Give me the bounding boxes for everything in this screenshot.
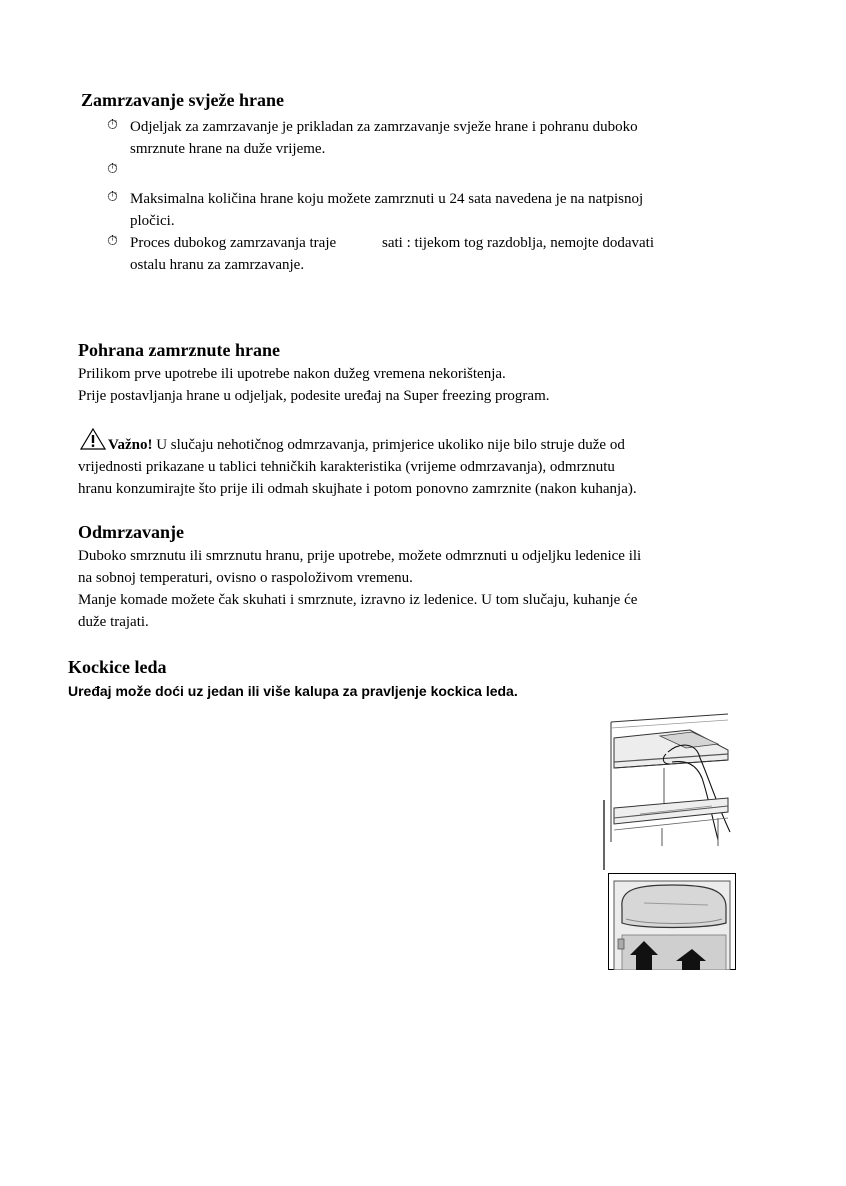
defrost-line-2: na sobnoj temperaturi, ovisno o raspoloživom vremenu. [78,570,413,586]
heading-freezing-fresh-food: Zamrzavanje svježe hrane [81,90,284,110]
warning-line-1 [108,434,625,456]
freezer-lid-illustration [608,873,736,970]
defrost-line-1: Duboko smrznutu ili smrznutu hranu, prije upotrebe, možete odmrznuti u odjeljku ledenice ili [78,548,642,564]
bullet-1-line-2: smrznute hrane na duže vrijeme. [130,141,326,157]
heading-ice-cubes: Kockice leda [68,657,167,677]
defrost-line-4: duže trajati. [78,614,149,630]
warning-text-1: U slučaju nehotičnog odmrzavanja, primjerice ukoliko nije bilo struje duže od [156,437,625,453]
shelf-removal-illustration [600,712,740,872]
bullet-4-line-1b: sati : tijekom tog razdoblja, nemojte dodavati [382,235,655,251]
timer-bullet-icon: ⏱ [107,234,118,249]
timer-bullet-icon: ⏱ [107,190,118,205]
timer-bullet-icon: ⏱ [107,162,118,177]
bullet-1-line-1: Odjeljak za zamrzavanje je prikladan za zamrzavanje svježe hrane i pohranu duboko [130,119,638,135]
heading-defrosting: Odmrzavanje [78,522,184,542]
heading-frozen-food-storage: Pohrana zamrznute hrane [78,340,280,360]
ice-cubes-line-1: Uređaj može doći uz jedan ili više kalupa za pravljenje kockica leda. [68,683,518,699]
warning-line-3: hranu konzumirajte što prije ili odmah skujhate i potom ponovno zamrznite (nakon kuhanja). [78,481,637,497]
storage-line-2: Prije postavljanja hrane u odjeljak, podesite uređaj na Super freezing program. [78,388,550,404]
timer-bullet-icon: ⏱ [107,118,118,133]
bullet-3-line-2: pločici. [130,213,175,229]
bullet-4-line-1a: Proces dubokog zamrzavanja traje [130,235,337,251]
warning-line-2: vrijednosti prikazane u tablici tehničkih karakteristika (vrijeme odmrzavanja), odmrznutu [78,459,615,475]
storage-line-1: Prilikom prve upotrebe ili upotrebe nakon dužeg vremena nekorištenja. [78,366,506,382]
bullet-3-line-1: Maksimalna količina hrane koju možete zamrznuti u 24 sata navedena je na natpisnoj [130,191,644,207]
bullet-4-line-2: ostalu hranu za zamrzavanje. [130,257,305,273]
defrost-line-3: Manje komade možete čak skuhati i smrznute, izravno iz ledenice. U tom slučaju, kuhanje će [78,592,638,608]
warning-icon [80,428,106,450]
warning-label: Važno! [108,437,153,453]
